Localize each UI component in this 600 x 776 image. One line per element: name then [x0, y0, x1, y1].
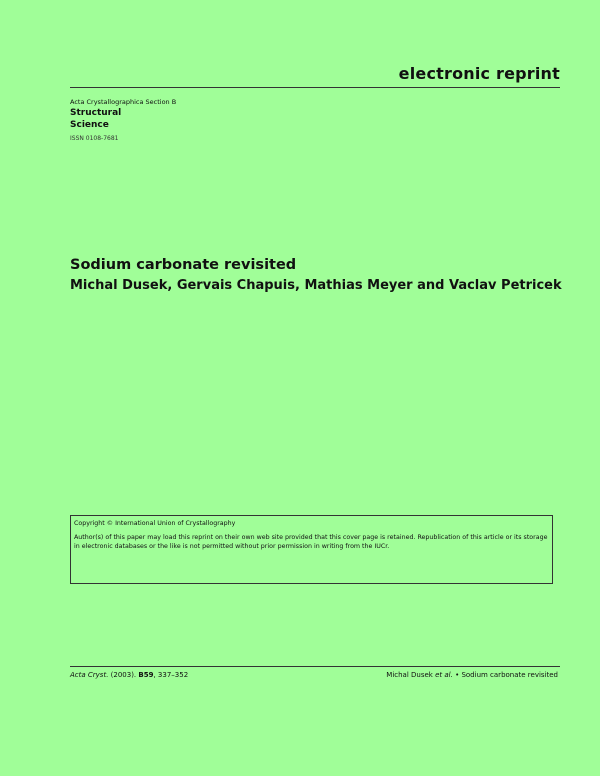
copyright-line: Copyright © International Union of Crystallography [74, 520, 236, 527]
journal-info [70, 98, 176, 143]
footer-bullet: • [455, 671, 460, 679]
header-rule [70, 87, 560, 88]
footer-author-short: Michal Dusek [386, 671, 433, 679]
journal-section-line2: Science [70, 120, 109, 130]
paper-authors: Michal Dusek, Gervais Chapuis, Mathias Meyer and Vaclav Petricek [70, 278, 562, 293]
journal-section-line1: Structural [70, 108, 122, 118]
footer-running-title: Sodium carbonate revisited [461, 671, 558, 679]
footer-volume: B59 [138, 671, 154, 679]
journal-series: Acta Crystallographica Section B [70, 98, 177, 106]
footer-rule [70, 666, 560, 667]
footer-citation [70, 671, 188, 679]
footer-running-head [386, 671, 558, 679]
copyright-notice: Author(s) of this paper may load this reprint on their own web site provided that this cover page is retained. Republication of this article or its storage in electronic databases or the like is not permitted without prior permission in writing from the IUCr. [74, 534, 548, 550]
footer-pages: , 337–352 [153, 671, 189, 679]
footer-et-al: et al. [435, 671, 453, 679]
journal-issn: ISSN 0108-7681 [70, 135, 119, 142]
footer-year: (2003). [110, 671, 137, 679]
paper-title: Sodium carbonate revisited [70, 257, 297, 273]
reprint-label: electronic reprint [398, 64, 560, 83]
footer-journal-abbrev: Acta Cryst. [70, 671, 109, 679]
copyright-box [70, 515, 553, 584]
